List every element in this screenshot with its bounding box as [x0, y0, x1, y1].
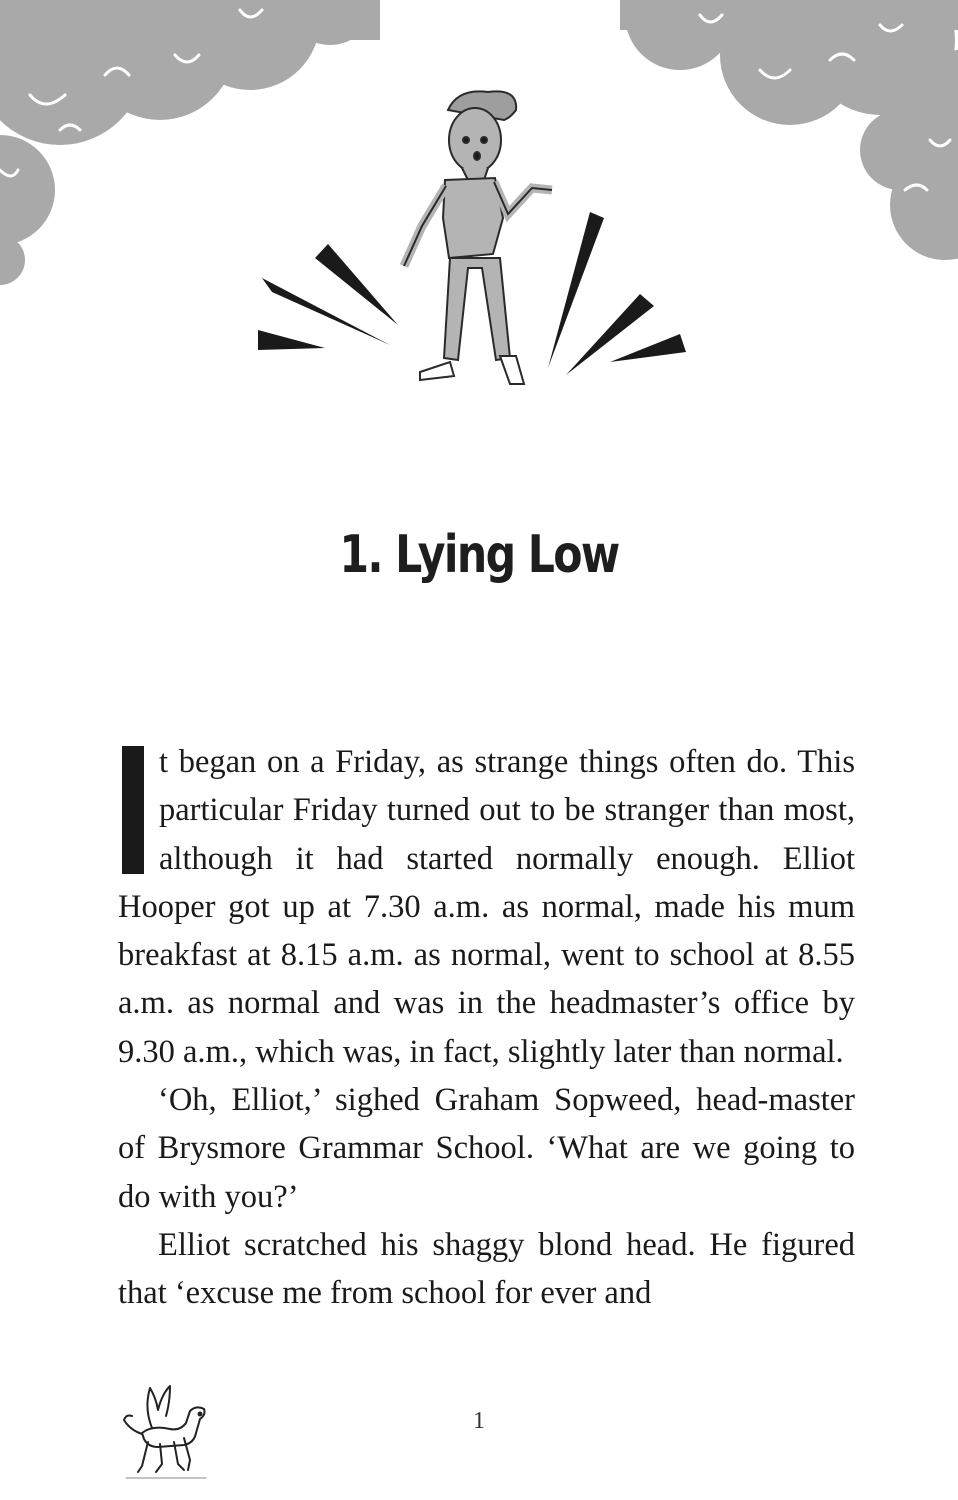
chapter-title: 1. Lying Low [339, 525, 619, 585]
paragraph-2: ‘Oh, Elliot,’ sighed Graham Sopweed, head-master of Brysmore Grammar School. ‘What are we going to do with you?’ [118, 1082, 855, 1215]
dropcap-letter [122, 746, 144, 874]
storm-cloud-icon [620, 0, 958, 260]
boy-figure-icon [404, 91, 552, 384]
storm-cloud-icon [0, 0, 380, 285]
chapter-header-illustration [0, 0, 958, 460]
chapter-body [118, 738, 855, 1318]
paragraph-1-text: t began on a Friday, as strange things often do. This particular Friday turned out to be stranger than most, although it had started normally enough. Elliot Hooper got up at 7.30 a.m. as normal, made his mum breakfast at 8.15 a.m. as normal, went to school at 8.55 a.m. as normal and was in the headmaster’s office by 9.30 a.m., which was, in fact, slightly later than normal. [118, 744, 855, 1070]
page-number: 1 [473, 1408, 485, 1434]
paragraph-3: Elliot scratched his shaggy blond head. He figured that ‘excuse me from school for ever and [118, 1226, 855, 1312]
paragraph-1 [118, 738, 855, 1076]
